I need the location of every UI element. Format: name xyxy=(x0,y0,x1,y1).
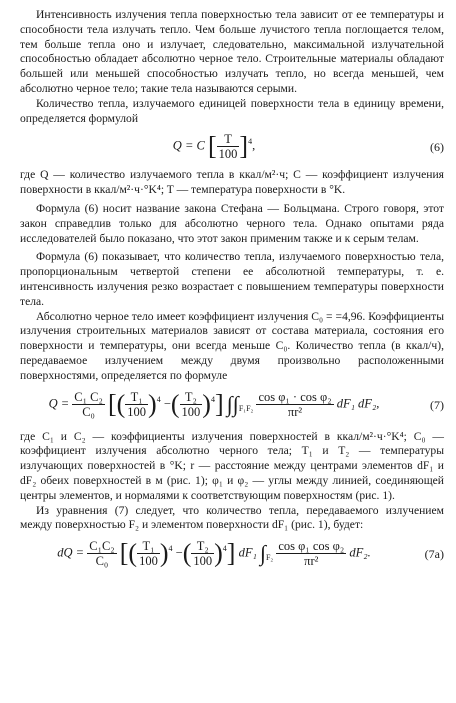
eq7-h2: 100 xyxy=(181,404,201,419)
eq7-p1: 4 xyxy=(156,394,161,404)
eq7a-h1: 100 xyxy=(139,554,158,569)
eq7a-lhs: dQ = xyxy=(57,545,85,560)
eq6-label: (6) xyxy=(430,140,444,155)
eq7-lhs: Q = xyxy=(48,395,70,410)
eq7a-kernel-den: πr² xyxy=(304,554,319,569)
eq7a-p2: 4 xyxy=(222,544,227,554)
eq7a-kernel-num: cos φ₁ cos φ₂ xyxy=(278,539,345,554)
equation-7: Q = $\frac{\text{C₁ C₂}}{\text{C₀}}$ [( $\frac{\text{T₁}}{100}$ )$^4$ −( $\frac{\text{T₂}}{100}$ )$^4$] $\int\int_{F_1F_2}$ $\frac{\text{cos φ₁ · cos φ₂}}{\text{πr²}}$ dF₁ dF₂, (7) xyxy=(48,389,444,419)
eq7a-domain: F₂ xyxy=(265,552,274,562)
eq7-t2: T₂ xyxy=(180,390,203,405)
eq7a-label: (7а) xyxy=(424,547,444,562)
eq7-kernel-den: πr² xyxy=(287,404,303,419)
eq7-p2: 4 xyxy=(210,394,215,404)
eq7a-h2: 100 xyxy=(193,554,213,569)
eq7a-tail: dF₂. xyxy=(349,545,371,560)
equation-7a: dQ = $\frac{\text{C₁C₂}}{\text{C₀}}$ [( $\frac{\text{T₁}}{100}$ )$^4$ −( $\frac{\text{T₂}}{100}$ )$^4$] dF₁ $\int_{F_2}$ $\frac{\text{cos φ₁ cos φ₂}}{\text{πr²}}$ dF₂. (7а) xyxy=(57,538,444,569)
paragraph-7: где C₁ и C₂ — коэффициенты излучения поверхностей в ккал/м²·ч·°K⁴; C₀ — коэффициент излучения абсолютно черного тела; T₁ и T₂ — температуры излучающих поверхностей в °K; r — расстояние между центрами элементов dF₁ и dF₂ обеих поверхностей в м (рис. 1); φ₁ и φ₂ — углы между линией, соединяющей центры элементов, и нормалями к соответствующим поверхностям (рис. 1). xyxy=(20,429,444,502)
paragraph-4: Формула (6) носит название закона Стефана — Больцмана. Строго говоря, этот закон справедлив только для абсолютно черного тела. Однако опытами ряда исследователей было показано, что этот закон применим также и к серым телам. xyxy=(20,201,444,245)
eq6-den: 100 xyxy=(218,147,238,162)
paragraph-6: Абсолютно черное тело имеет коэффициент излучения C₀ = =4,96. Коэффициенты излучения строительных материалов зависят от состава материала, состояния его поверхности и температуры, они всегда меньше C₀. Количество тепла (в ккал/ч), передаваемое излучением между двумя произвольно расположенными поверхностями, определяется по формуле xyxy=(20,309,444,382)
eq7-h1: 100 xyxy=(127,404,147,419)
equation-6: Q = C [ $\frac{T}{100}$ ]$^4$, (6) xyxy=(172,131,444,162)
eq7-label: (7) xyxy=(430,397,444,412)
paragraph-8: Из уравнения (7) следует, что количество тепла, передаваемого излучением между поверхностью F₂ и элементом поверхности dF₁ (рис. 1), будет: xyxy=(20,503,444,532)
eq6-lhs: Q = C xyxy=(172,138,205,153)
eq7-tail: dF₁ dF₂, xyxy=(336,395,380,410)
eq7a-coef-num: C₁C₂ xyxy=(89,539,115,554)
eq7a-p1: 4 xyxy=(168,544,173,554)
eq6-power: 4 xyxy=(248,137,253,147)
eq6-num: T xyxy=(217,132,240,147)
eq7a-coef-den: C₀ xyxy=(95,554,109,569)
paragraph-1: Интенсивность излучения тепла поверхностью тела зависит от ее температуры и способности тела излучать тепло. Чем больше лучистого тепла поглощается телом, тем больше тепла оно и излучает, следовательно, максимальной излучательной способностью обладает абсолютно черное тело. Строительные материалы обладают большей или меньшей способностью излучать тепло, но всегда меньшей, чем абсолютно черное тело; такие тела называются серыми. xyxy=(20,8,444,95)
eq7-coef-num: C₁ C₂ xyxy=(74,389,103,404)
eq7-domain: F₁F₂ xyxy=(238,403,254,413)
paragraph-2: Количество тепла, излучаемого единицей поверхности тела в единицу времени, определяется формулой xyxy=(20,96,444,125)
paragraph-3: где Q — количество излучаемого тепла в ккал/м²·ч; C — коэффициент излучения поверхности в ккал/м²·ч·°K⁴; T — температура поверхности в °K. xyxy=(20,168,444,197)
eq7-kernel-num: cos φ₁ · cos φ₂ xyxy=(258,389,332,404)
eq7a-t2: T₂ xyxy=(191,539,214,554)
eq7a-t1: T₁ xyxy=(137,539,160,554)
eq7-t1: T₁ xyxy=(125,390,148,405)
paragraph-5: Формула (6) показывает, что количество тепла, излучаемого поверхностью тела, пропорциональным четвертой степени ее абсолютной температуры, т. е. интенсивность излучения резко возрастает с повышением температуры поверхности тела. xyxy=(20,250,444,308)
eq7-coef-den: C₀ xyxy=(82,404,95,419)
eq7a-mid: dF₁ xyxy=(238,545,257,560)
